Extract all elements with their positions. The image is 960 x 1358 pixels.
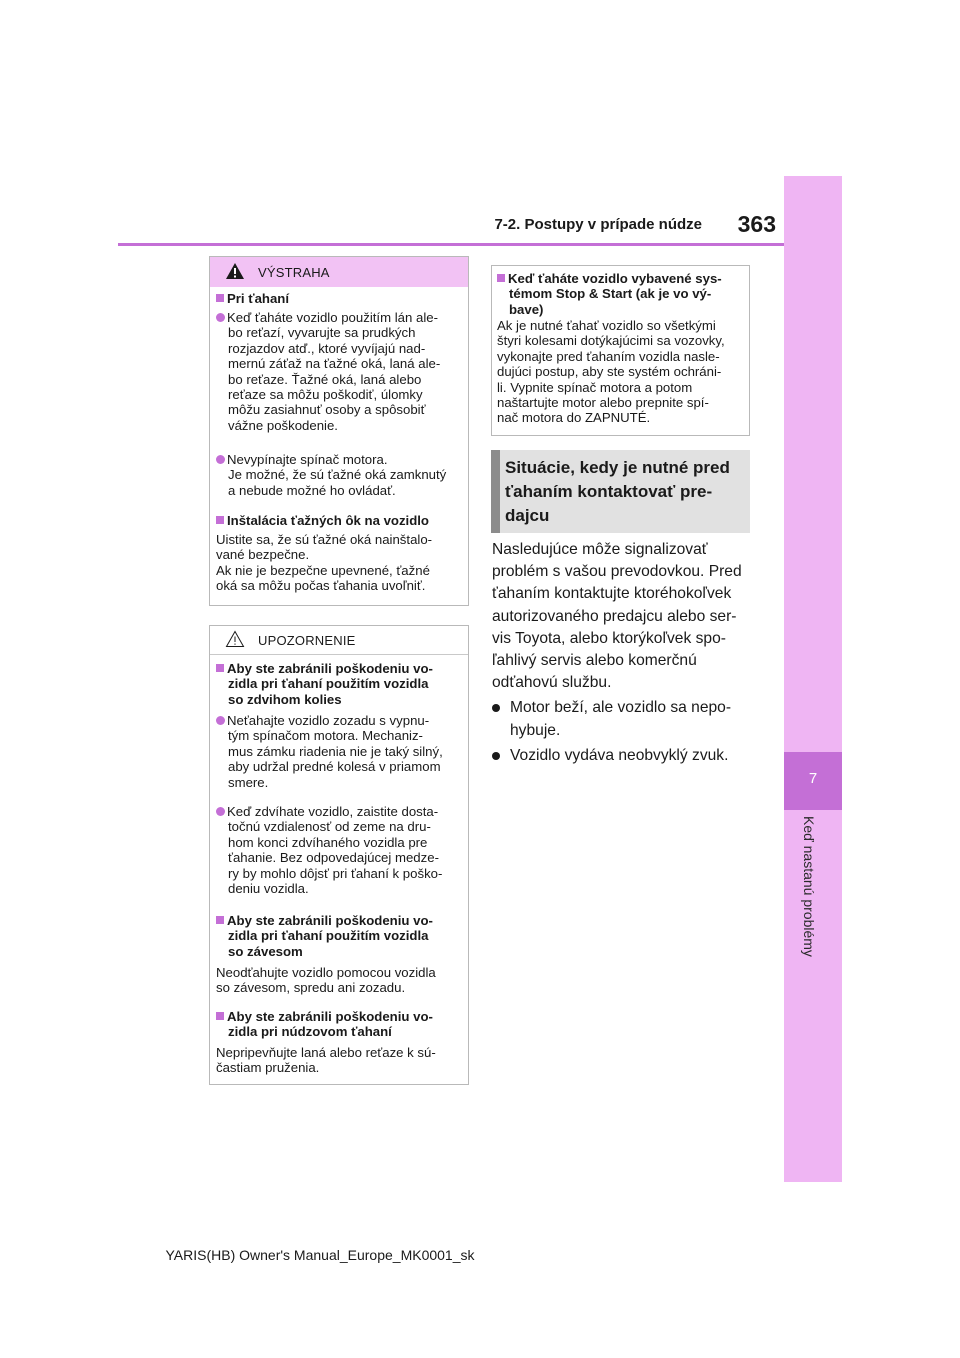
heading-text: Pri ťahaní — [227, 291, 290, 306]
text-line: častiam pruženia. — [216, 1060, 320, 1076]
text-line: Neťahajte vozidlo zozadu s vypnu- — [227, 713, 430, 728]
heading-text: Aby ste zabránili poškodeniu vo- — [227, 913, 433, 928]
title-line: Situácie, kedy je nutné pred — [505, 458, 730, 477]
heading-text: Aby ste zabránili poškodeniu vo- — [227, 1009, 433, 1024]
body-line: autorizovaného predajcu alebo ser- — [492, 607, 737, 625]
text-line: mus zámku riadenia nie je taký silný, — [228, 743, 443, 759]
text-line: vané bezpečne. — [216, 547, 310, 563]
chapter-label-wrap — [784, 816, 842, 1178]
square-bullet-icon — [216, 516, 224, 524]
text-line: Uistite sa, že sú ťažné oká nainštalo- — [216, 532, 433, 547]
heading-text: Inštalácia ťažných ôk na vozidlo — [227, 513, 429, 528]
text-line: deniu vozidla. — [228, 881, 309, 897]
stop-start-text — [497, 318, 747, 426]
text-line: môžu zasiahnuť osoby a spôsobiť — [228, 402, 426, 418]
body-line: ťahaním kontaktujte ktoréhokoľvek — [492, 585, 732, 603]
text-line: naštartujte motor alebo prepnite spí- — [497, 395, 709, 411]
square-bullet-icon — [216, 916, 224, 924]
chapter-number: 7 — [808, 770, 818, 787]
footer-manual-id: YARIS(HB) Owner's Manual_Europe_MK0001_sk — [165, 1247, 475, 1263]
text-line: dujúci postup, aby ste systém ochráni- — [497, 364, 722, 380]
title-line: ťahaním kontaktovať pre- — [505, 482, 713, 501]
text-line: ťahanie. Bez odpovedajúcej medze- — [228, 850, 439, 866]
text-line: mernú záťaž na ťažné oká, laná ale- — [228, 356, 441, 372]
text-line: Keď ťaháte vozidlo použitím lán ale- — [227, 310, 438, 325]
text-line: Ak je nutné ťahať vozidlo so všetkými — [497, 318, 716, 333]
section-title: 7-2. Postupy v prípade núdze — [494, 216, 702, 233]
text-line: vážne poškodenie. — [228, 417, 338, 433]
bullet-dot-icon — [492, 752, 500, 760]
warning-heading-towing — [216, 291, 466, 306]
text-line: bo reťazí, vyvarujte sa prudkých — [228, 325, 416, 341]
heading-text: zidla pri núdzovom ťahaní — [228, 1024, 392, 1040]
heading-text: so zdvihom kolies — [228, 691, 342, 707]
text-line: reťaze sa môžu poškodiť, úlomky — [228, 387, 423, 403]
text-line: rozjazdov atď., ktoré vyvíjajú nad- — [228, 340, 426, 356]
text-line: Neodťahujte vozidlo pomocou vozidla — [216, 965, 436, 980]
text-line: ry by mohlo dôjsť pri ťahaní k poško- — [228, 865, 443, 881]
caution-bullet-2 — [216, 804, 466, 896]
caution-title: UPOZORNENIE — [258, 633, 356, 648]
round-bullet-icon — [216, 455, 225, 464]
caution-heading-1 — [216, 661, 466, 707]
stop-start-heading — [497, 271, 747, 317]
subsection-title — [505, 456, 749, 528]
text-line: nač motora do ZAPNUTÉ. — [497, 410, 651, 426]
chapter-label: Keď nastanú problémy — [801, 816, 817, 957]
text-line: Nevypínajte spínač motora. — [227, 452, 388, 467]
body-line: ľahlivý servis alebo komerčnú — [492, 652, 697, 670]
body-line: vis Toyota, alebo ktorýkoľvek spo- — [492, 629, 726, 647]
text-line: Ak nie je bezpečne upevnené, ťažné — [216, 562, 430, 578]
heading-text: zidla pri ťahaní použitím vozidla — [228, 676, 429, 692]
text-line: tým spínačom motora. Mechaniz- — [228, 728, 423, 744]
body-line: problém s vašou prevodovkou. Pred — [492, 563, 742, 581]
square-bullet-icon — [497, 274, 505, 282]
heading-text: bave) — [509, 301, 544, 317]
subsection-heading-bar — [491, 450, 500, 533]
warning-bullet-1 — [216, 310, 466, 433]
warning-title: VÝSTRAHA — [258, 265, 330, 280]
warning-heading-install — [216, 513, 466, 528]
caution-heading-2 — [216, 913, 466, 959]
heading-text: Keď ťaháte vozidlo vybavené sys- — [508, 271, 722, 286]
text-line: štyri kolesami dotýkajúcimi sa vozovky, — [497, 333, 725, 349]
text-line: Je možné, že sú ťažné oká zamknutý — [228, 467, 447, 483]
caution-text-2 — [216, 965, 466, 996]
header-rule — [118, 243, 784, 246]
text-line: aby udržal predné kolesá v priamom — [228, 759, 441, 775]
subsection-body — [492, 539, 754, 767]
round-bullet-icon — [216, 716, 225, 725]
body-line: Vozidlo vydáva neobvyklý zvuk. — [510, 746, 729, 764]
text-line: hom konci zdvíhaného vozidla pre — [228, 834, 428, 850]
text-line: Keď zdvíhate vozidlo, zaistite dosta- — [227, 804, 439, 819]
text-line: točnú vzdialenosť od zeme na dru- — [228, 819, 431, 835]
text-line: vykonajte pred ťahaním vozidla nasle- — [497, 348, 720, 364]
text-line: bo reťaze. Ťažné oká, laná alebo — [228, 371, 422, 387]
body-line: odťahovú službu. — [492, 674, 612, 692]
heading-text: Aby ste zabránili poškodeniu vo- — [227, 661, 433, 676]
list-item — [492, 745, 754, 767]
warning-triangle-icon — [225, 262, 245, 280]
text-line: smere. — [228, 774, 269, 790]
text-line: Nepripevňujte laná alebo reťaze k sú- — [216, 1045, 436, 1060]
heading-text: zidla pri ťahaní použitím vozidla — [228, 928, 429, 944]
text-line: so závesom, spredu ani zozadu. — [216, 980, 406, 996]
square-bullet-icon — [216, 664, 224, 672]
body-line: Nasledujúce môže signalizovať — [492, 541, 708, 558]
caution-bullet-1 — [216, 713, 466, 790]
body-line: hybuje. — [510, 721, 561, 739]
text-line: a nebude možné ho ovládať. — [228, 482, 396, 498]
square-bullet-icon — [216, 294, 224, 302]
round-bullet-icon — [216, 313, 225, 322]
list-item — [492, 697, 754, 741]
text-line: li. Vypnite spínač motora a potom — [497, 379, 693, 395]
square-bullet-icon — [216, 1012, 224, 1020]
caution-heading-3 — [216, 1009, 466, 1040]
body-line: Motor beží, ale vozidlo sa nepo- — [510, 699, 732, 717]
bullet-dot-icon — [492, 704, 500, 712]
heading-text: so závesom — [228, 943, 303, 959]
text-line: oká sa môžu počas ťahania uvoľniť. — [216, 578, 426, 594]
caution-text-3 — [216, 1045, 466, 1076]
warning-bullet-2 — [216, 452, 466, 498]
page-number: 363 — [737, 211, 776, 237]
warning-box-header — [210, 257, 468, 287]
caution-triangle-icon — [225, 630, 245, 648]
title-line: dajcu — [505, 506, 550, 525]
round-bullet-icon — [216, 807, 225, 816]
warning-install-text — [216, 532, 466, 594]
heading-text: témom Stop & Start (ak je vo vý- — [509, 286, 712, 302]
